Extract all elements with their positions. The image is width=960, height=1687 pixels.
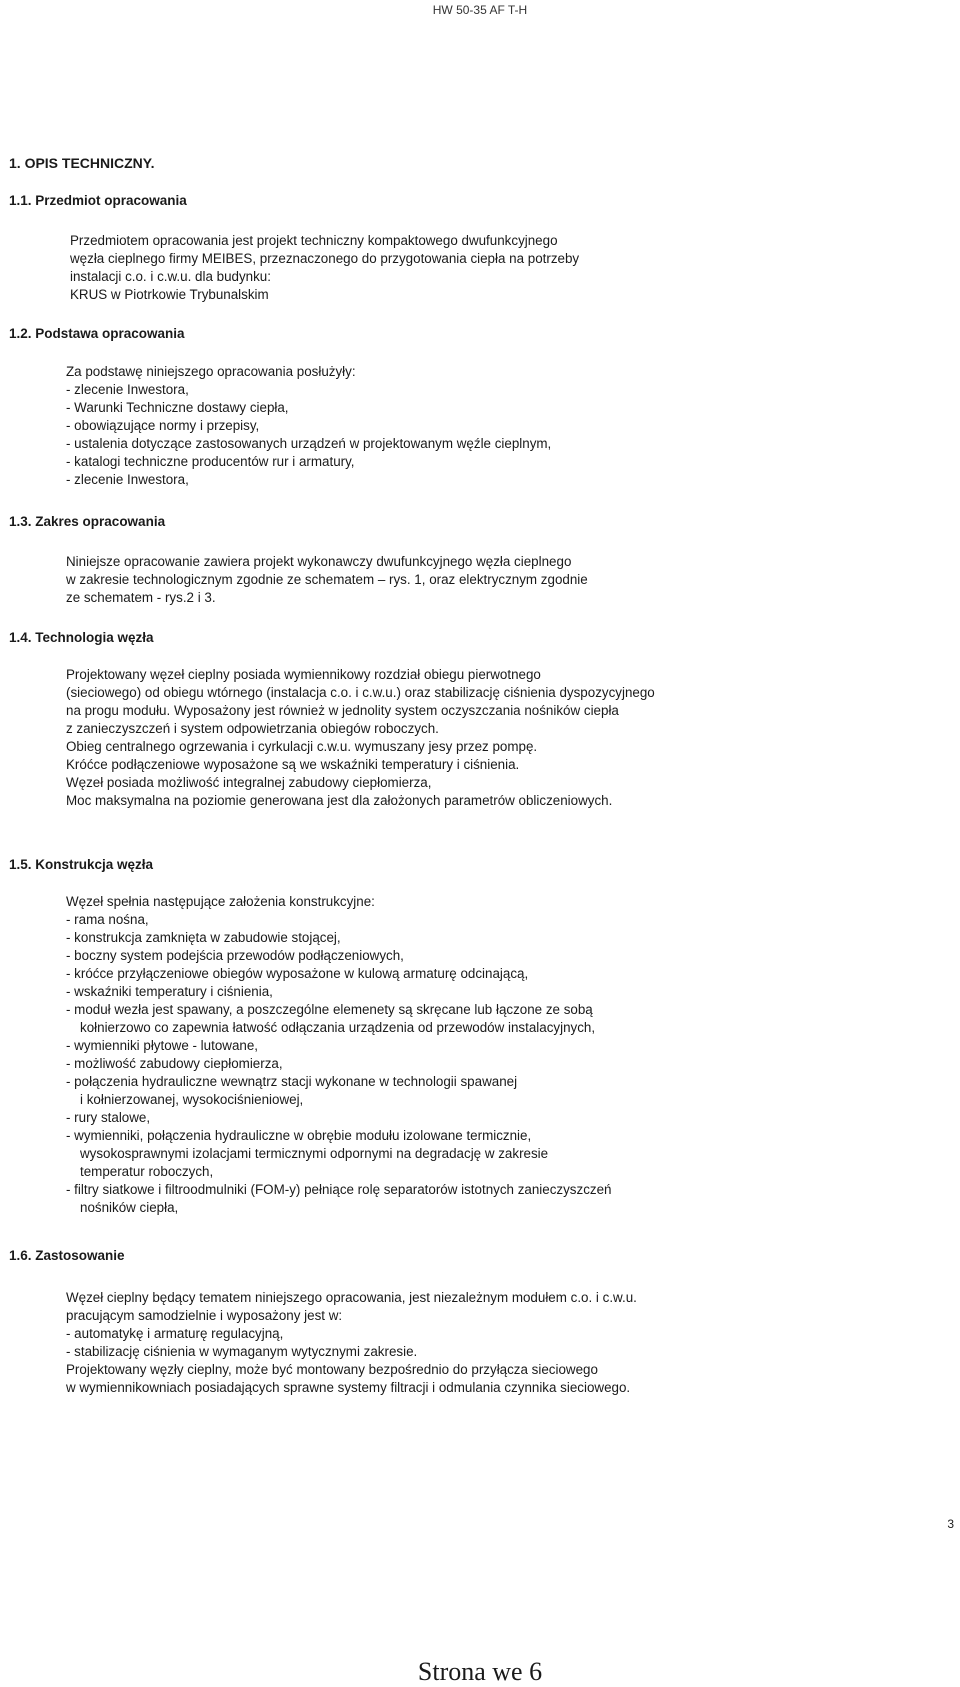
- text-line: na progu modułu. Wyposażony jest również w jednolity system oczyszczania nośników ciepła: [66, 703, 619, 718]
- text-line: kołnierzowo co zapewnia łatwość odłączania urządzenia od przewodów instalacyjnych,: [80, 1020, 596, 1035]
- text-line: w zakresie technologicznym zgodnie ze schematem – rys. 1, oraz elektrycznym zgodnie: [66, 572, 588, 587]
- section-body: [66, 893, 611, 1217]
- text-line: Przedmiotem opracowania jest projekt techniczny kompaktowego dwufunkcyjnego: [70, 233, 558, 248]
- section-heading: 1.2. Podstawa opracowania: [9, 326, 185, 341]
- text-line: - wskaźniki temperatury i ciśnienia,: [66, 984, 273, 999]
- text-line: ze schematem - rys.2 i 3.: [66, 590, 216, 605]
- text-line: w wymiennikowniach posiadających sprawne systemy filtracji i odmulania czynnika sieciowego.: [66, 1380, 631, 1395]
- text-line: - automatykę i armaturę regulacyjną,: [66, 1326, 284, 1341]
- section-body: [66, 363, 551, 489]
- text-line: - zlecenie Inwestora,: [66, 472, 189, 487]
- page-number: 3: [947, 1517, 954, 1531]
- text-line: - ustalenia dotyczące zastosowanych urządzeń w projektowanym węźle cieplnym,: [66, 436, 552, 451]
- section-heading: 1.5. Konstrukcja węzła: [9, 857, 154, 872]
- text-line: węzła cieplnego firmy MEIBES, przeznaczonego do przygotowania ciepła na potrzeby: [70, 251, 580, 266]
- text-line: temperatur roboczych,: [80, 1164, 214, 1179]
- text-line: pracującym samodzielnie i wyposażony jest w:: [66, 1308, 343, 1323]
- text-line: Niniejsze opracowanie zawiera projekt wykonawczy dwufunkcyjnego węzła cieplnego: [66, 554, 572, 569]
- text-line: - boczny system podejścia przewodów podłączeniowych,: [66, 948, 404, 963]
- text-line: instalacji c.o. i c.w.u. dla budynku:: [70, 269, 271, 284]
- text-line: - moduł wezła jest spawany, a poszczególne elemenety są skręcane lub łączone ze sobą: [66, 1002, 593, 1017]
- section-heading: 1.1. Przedmiot opracowania: [9, 193, 187, 208]
- text-line: - obowiązujące normy i przepisy,: [66, 418, 260, 433]
- text-line: KRUS w Piotrkowie Trybunalskim: [70, 287, 269, 302]
- text-line: - możliwość zabudowy ciepłomierza,: [66, 1056, 283, 1071]
- text-line: i kołnierzowanej, wysokociśnieniowej,: [80, 1092, 304, 1107]
- text-line: Węzeł posiada możliwość integralnej zabudowy ciepłomierza,: [66, 775, 432, 790]
- section-heading: 1.6. Zastosowanie: [9, 1248, 125, 1263]
- section-body: [66, 666, 655, 810]
- document-title: 1. OPIS TECHNICZNY.: [9, 155, 155, 171]
- text-line: - stabilizację ciśnienia w wymaganym wytycznymi zakresie.: [66, 1344, 418, 1359]
- text-line: Obieg centralnego ogrzewania i cyrkulacji c.w.u. wymuszany jesy przez pompę.: [66, 739, 538, 754]
- text-line: Króćce podłączeniowe wyposażone są we wskaźniki temperatury i ciśnienia.: [66, 757, 520, 772]
- header-title: HW 50-35 AF T-H: [432, 3, 528, 17]
- text-line: - rama nośna,: [66, 912, 149, 927]
- text-line: - konstrukcja zamknięta w zabudowie stojącej,: [66, 930, 341, 945]
- text-line: Projektowany węzły cieplny, może być montowany bezpośrednio do przyłącza sieciowego: [66, 1362, 598, 1377]
- section-heading: 1.3. Zakres opracowania: [9, 514, 166, 529]
- section-body: [66, 553, 588, 607]
- text-line: Projektowany węzeł cieplny posiada wymiennikowy rozdział obiegu pierwotnego: [66, 667, 541, 682]
- text-line: - katalogi techniczne producentów rur i armatury,: [66, 454, 355, 469]
- text-line: - filtry siatkowe i filtroodmulniki (FOM-y) pełniące rolę separatorów istotnych zanieczyszczeń: [66, 1182, 612, 1197]
- text-line: - połączenia hydrauliczne wewnątrz stacji wykonane w technologii spawanej: [66, 1074, 518, 1089]
- text-line: Za podstawę niniejszego opracowania posłużyły:: [66, 364, 356, 379]
- text-line: - Warunki Techniczne dostawy ciepła,: [66, 400, 289, 415]
- text-line: - wymienniki, połączenia hydrauliczne w obrębie modułu izolowane termicznie,: [66, 1128, 532, 1143]
- text-line: Moc maksymalna na poziomie generowana jest dla założonych parametrów obliczeniowych.: [66, 793, 613, 808]
- section-body: [66, 1289, 637, 1397]
- text-line: - króćce przyłączeniowe obiegów wyposażone w kulową armaturę odcinającą,: [66, 966, 529, 981]
- footer-page-label: Strona we 6: [417, 1657, 543, 1686]
- text-line: Węzeł cieplny będący tematem niniejszego opracowania, jest niezależnym modułem c.o. i c.w.u.: [66, 1290, 637, 1305]
- text-line: wysokosprawnymi izolacjami termicznymi odpornymi na degradację w zakresie: [80, 1146, 549, 1161]
- text-line: nośników ciepła,: [80, 1200, 179, 1215]
- text-line: - rury stalowe,: [66, 1110, 151, 1125]
- text-line: - wymienniki płytowe - lutowane,: [66, 1038, 259, 1053]
- section-heading: 1.4. Technologia węzła: [9, 630, 154, 645]
- text-line: (sieciowego) od obiegu wtórnego (instalacja c.o. i c.w.u.) oraz stabilizację ciśnienia dyspozycyjnego: [66, 685, 655, 700]
- text-line: Węzeł spełnia następujące założenia konstrukcyjne:: [66, 894, 375, 909]
- section-body: [70, 232, 579, 304]
- text-line: - zlecenie Inwestora,: [66, 382, 189, 397]
- text-line: z zanieczyszczeń i system odpowietrzania obiegów roboczych.: [66, 721, 439, 736]
